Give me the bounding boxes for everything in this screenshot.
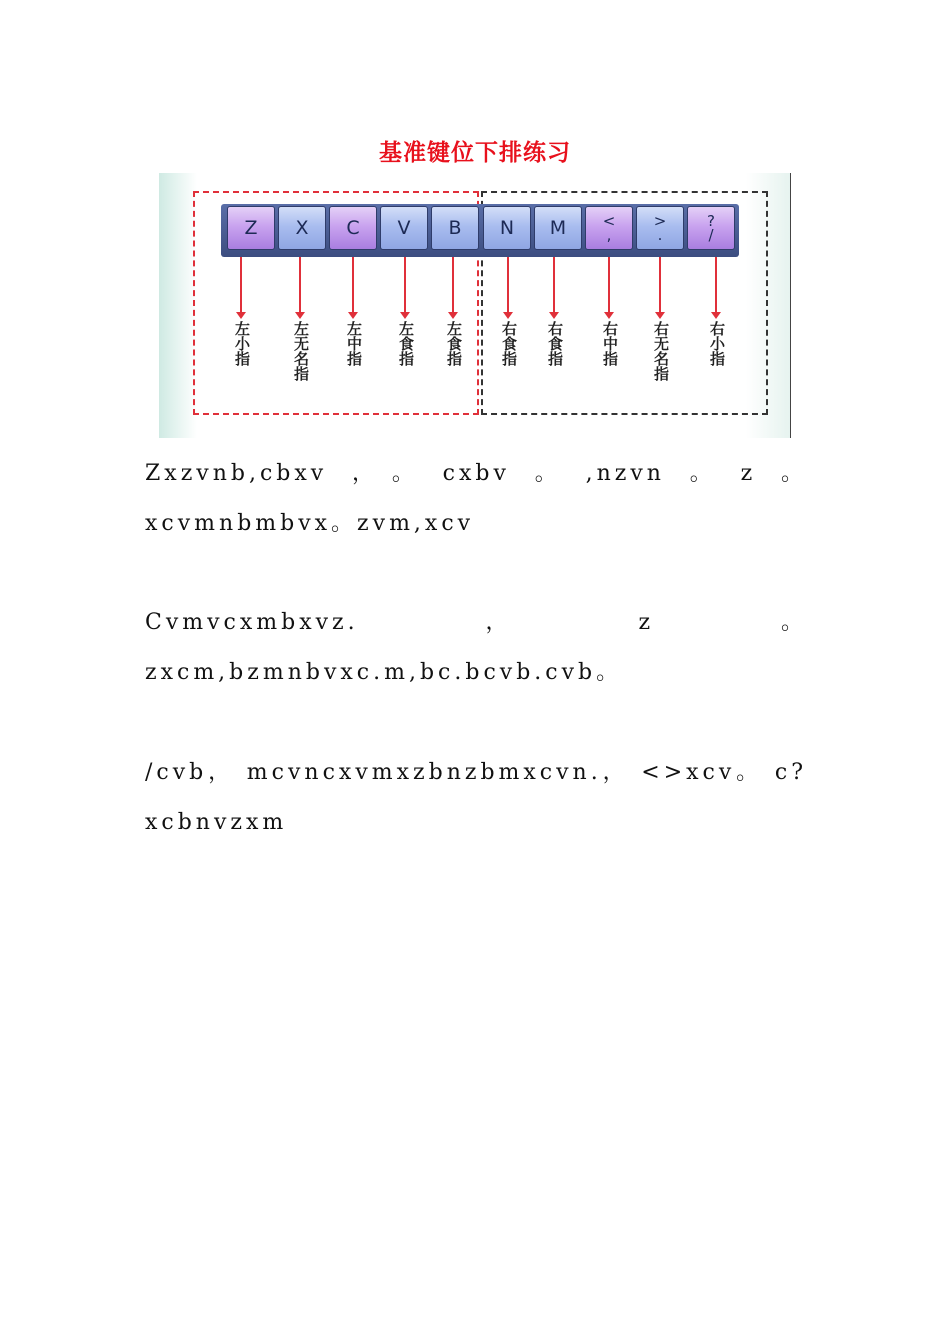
key-slash: ? / bbox=[687, 206, 735, 250]
bottom-key-row bbox=[221, 204, 739, 257]
key-z: Z bbox=[227, 206, 275, 250]
arrow-icon bbox=[404, 257, 406, 313]
keyboard-diagram bbox=[159, 173, 790, 438]
finger-label: 右食指 bbox=[500, 321, 518, 366]
finger-label: 右无名指 bbox=[652, 321, 670, 381]
finger-label: 右小指 bbox=[708, 321, 726, 366]
key-m: M bbox=[534, 206, 582, 250]
arrow-icon bbox=[715, 257, 717, 313]
finger-label: 左无名指 bbox=[292, 321, 310, 381]
key-c: C bbox=[329, 206, 377, 250]
page-title: 基准键位下排练习 bbox=[379, 140, 571, 166]
practice-paragraph-1: Zxzvnb,cbxv，。cxbv。,nzvn。z。xcvmnbmbvx。zvm,xcv bbox=[145, 461, 807, 536]
key-v: V bbox=[380, 206, 428, 250]
arrow-icon bbox=[608, 257, 610, 313]
finger-label: 左食指 bbox=[397, 321, 415, 366]
finger-label: 左中指 bbox=[345, 321, 363, 366]
finger-label: 右中指 bbox=[601, 321, 619, 366]
finger-label: 右食指 bbox=[546, 321, 564, 366]
arrow-icon bbox=[452, 257, 454, 313]
arrow-icon bbox=[507, 257, 509, 313]
arrow-icon bbox=[240, 257, 242, 313]
finger-label: 左食指 bbox=[445, 321, 463, 366]
arrow-icon bbox=[352, 257, 354, 313]
arrow-icon bbox=[299, 257, 301, 313]
key-n: N bbox=[483, 206, 531, 250]
practice-paragraph-2: Cvmvcxmbxvz.，z。zxcm,bzmnbvxc.m,bc.bcvb.cvb。 bbox=[145, 610, 807, 685]
key-b: B bbox=[431, 206, 479, 250]
key-comma: < , bbox=[585, 206, 633, 250]
key-period: > . bbox=[636, 206, 684, 250]
practice-paragraph-3: /cvb， mcvncxvmxzbnzbmxcvn.， <>xcv。 c?xcbnvzxm bbox=[145, 760, 807, 835]
arrow-icon bbox=[553, 257, 555, 313]
arrow-icon bbox=[659, 257, 661, 313]
figure-border bbox=[790, 173, 791, 438]
finger-label: 左小指 bbox=[233, 321, 251, 366]
key-x: X bbox=[278, 206, 326, 250]
